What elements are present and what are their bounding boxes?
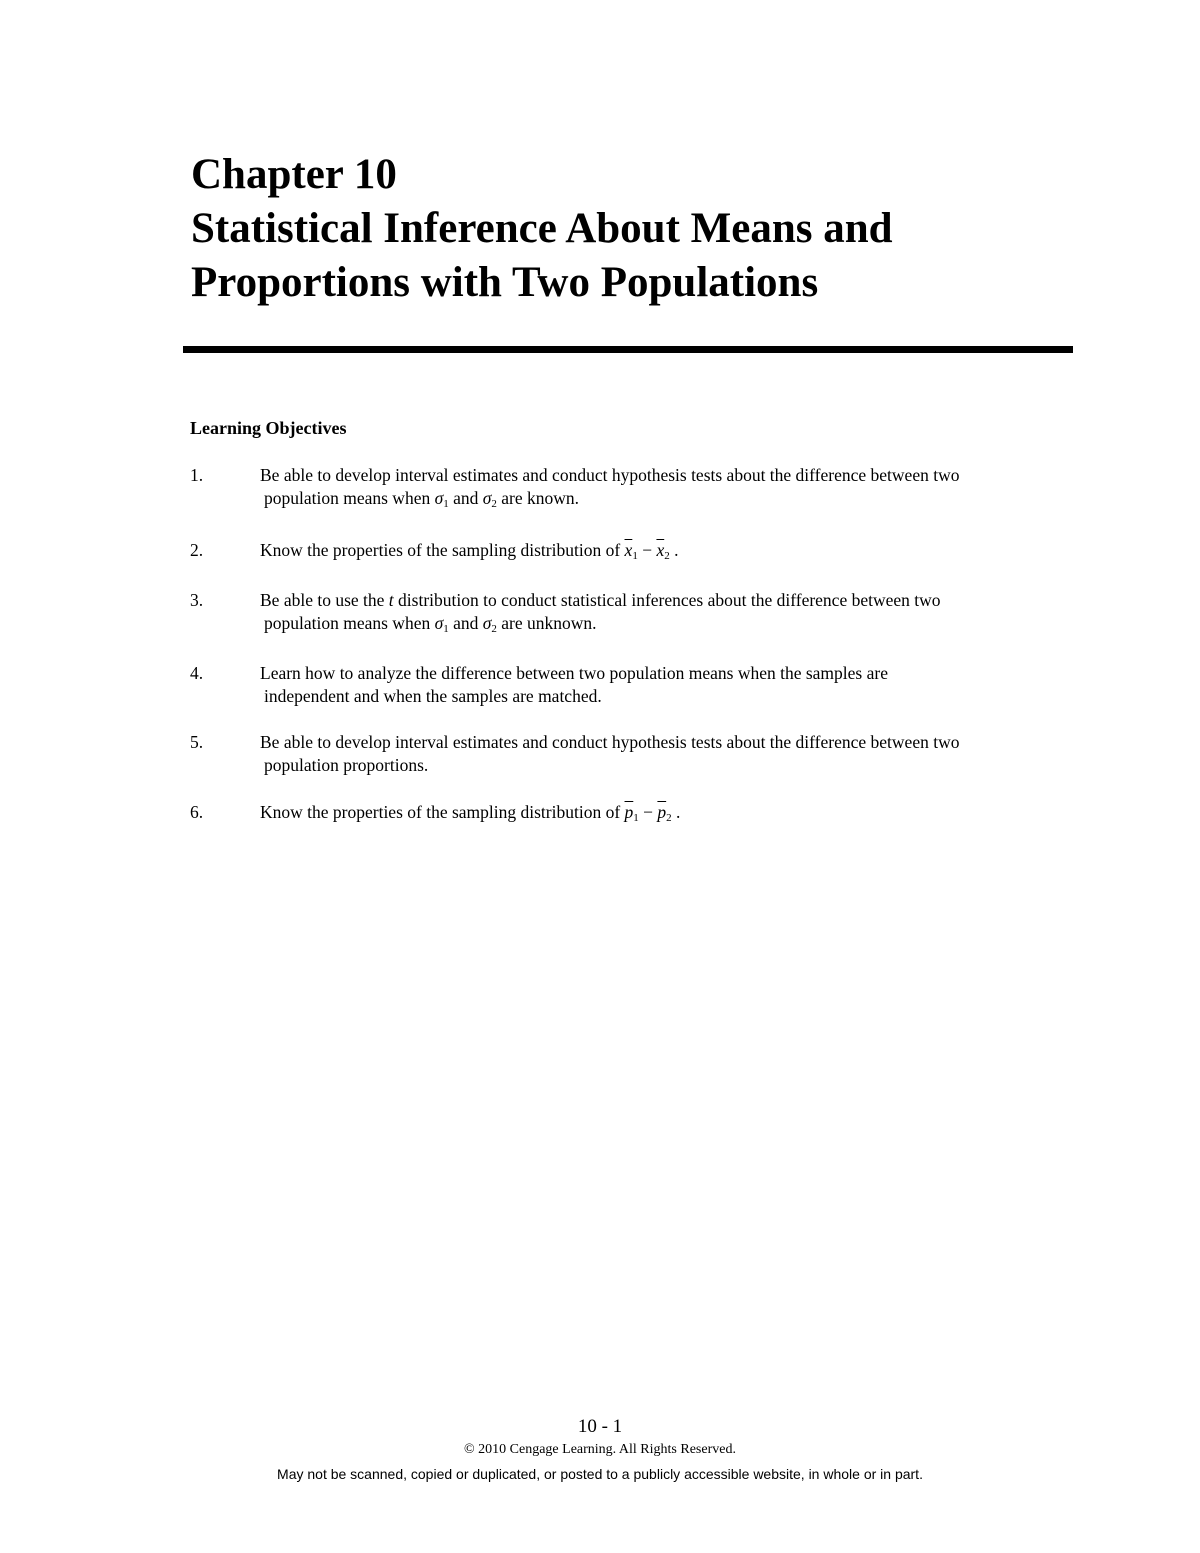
objective-text: Know the properties of the sampling distribution of $\overline{x}_1 - \overline{x}_2$ . bbox=[260, 540, 679, 562]
objective-number: 4. bbox=[190, 663, 204, 683]
page-number: 10 - 1 bbox=[577, 1416, 623, 1437]
p-bar-symbol: $\overline{p}$ bbox=[624, 802, 634, 822]
objective-number: 1. bbox=[190, 465, 204, 485]
objective-item-2 bbox=[190, 539, 1070, 562]
objective-number: 6. bbox=[190, 802, 204, 822]
chapter-number: Chapter 10 bbox=[191, 151, 397, 198]
sigma-symbol: σ bbox=[482, 488, 492, 508]
objective-number: 5. bbox=[190, 732, 204, 752]
x-bar-symbol: $\overline{x}$ bbox=[624, 540, 633, 560]
objective-item-3 bbox=[190, 589, 1070, 635]
copyright-notice: © 2010 Cengage Learning. All Rights Reserved. bbox=[464, 1442, 736, 1457]
objective-text-cont: population means when $\sigma_1$ and $\sigma_2$ are unknown. bbox=[264, 613, 597, 635]
t-symbol: t bbox=[388, 590, 394, 610]
objective-text-cont: independent and when the samples are matched. bbox=[264, 686, 602, 706]
objective-text: Be able to use the t distribution to conduct statistical inferences about the difference between two bbox=[260, 590, 941, 610]
objective-item-6 bbox=[190, 801, 1070, 824]
objective-number: 3. bbox=[190, 590, 204, 610]
sigma-symbol: σ bbox=[482, 613, 492, 633]
objective-item-5 bbox=[190, 731, 1070, 777]
objective-text: Be able to develop interval estimates and conduct hypothesis tests about the difference between two bbox=[260, 732, 960, 752]
objectives-list bbox=[190, 464, 1070, 824]
chapter-title-line-2: Proportions with Two Populations bbox=[191, 259, 819, 306]
objective-text: Be able to develop interval estimates and conduct hypothesis tests about the difference between two bbox=[260, 465, 960, 485]
objective-text-cont: population means when $\sigma_1$ and $\sigma_2$ are known. bbox=[264, 488, 580, 510]
sigma-symbol: σ bbox=[434, 488, 444, 508]
sigma-symbol: σ bbox=[434, 613, 444, 633]
objective-text: Learn how to analyze the difference between two population means when the samples are bbox=[260, 663, 888, 683]
chapter-title-line-1: Statistical Inference About Means and bbox=[191, 205, 893, 252]
chapter-title bbox=[191, 148, 1091, 310]
objective-number: 2. bbox=[190, 540, 204, 560]
objective-item-1 bbox=[190, 464, 1070, 510]
p-bar-symbol: $\overline{p}$ bbox=[657, 802, 667, 822]
x-bar-symbol: $\overline{x}$ bbox=[656, 540, 665, 560]
section-heading: Learning Objectives bbox=[190, 418, 347, 438]
objective-text-cont: population proportions. bbox=[264, 755, 429, 775]
usage-notice: May not be scanned, copied or duplicated, or posted to a publicly accessible website, in whole or in part. bbox=[277, 1466, 923, 1482]
objective-text: Know the properties of the sampling distribution of $\overline{p}_1 - \overline{p}_2$ . bbox=[260, 802, 681, 824]
objective-item-4 bbox=[190, 662, 1070, 708]
title-divider bbox=[183, 346, 1073, 353]
